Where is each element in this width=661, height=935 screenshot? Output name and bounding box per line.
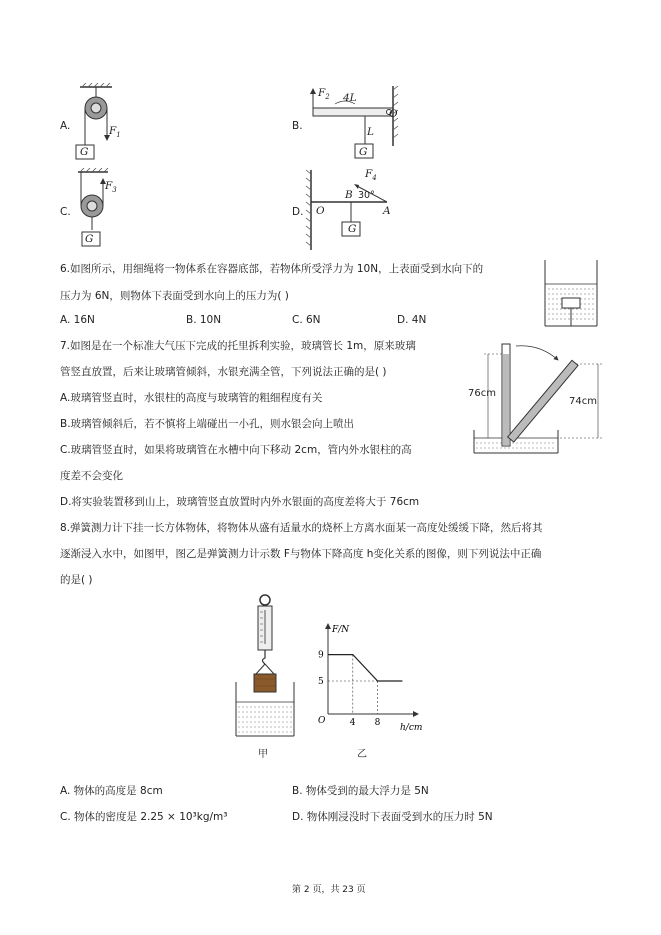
q8-line-2: 逐渐浸入水中，如图甲，图乙是弹簧测力计示数 F与物体下降高度 h变化关系的图像，则下列说法中正确 xyxy=(60,548,542,560)
figure-b-weight-label: G xyxy=(359,146,368,158)
q6-option-b: B. 10N xyxy=(186,314,222,326)
q8-line-3: 的是( ) xyxy=(60,574,93,586)
q8-line-1: 8.弹簧测力计下挂一长方体物体，将物体从盛有适量水的烧杯上方离水面某一高度处缓缓下降，然后将其 xyxy=(60,522,543,534)
q8-option-b: B. 物体受到的最大浮力是 5N xyxy=(292,785,429,797)
q6-option-c: C. 6N xyxy=(292,314,321,326)
figure-b-force-label: $F_2$ xyxy=(318,87,330,102)
q8-caption-yi: 乙 xyxy=(357,749,367,760)
option-d-letter: D. xyxy=(292,206,304,218)
figure-d-point-b: B xyxy=(345,189,353,201)
figure-d-pivot: O xyxy=(316,205,325,217)
q7-option-d: D.将实验装置移到山上，玻璃管竖直放置时内外水银面的高度差将大于 76cm xyxy=(60,496,420,508)
page-footer: 第 2 页，共 23 页 xyxy=(292,885,366,895)
q8-option-a: A. 物体的高度是 8cm xyxy=(60,785,163,797)
q7-option-a: A.玻璃管竖直时，水银柱的高度与玻璃管的粗细程度有关 xyxy=(60,392,323,404)
q8-figure-jia xyxy=(232,590,302,738)
q6-option-d: D. 4N xyxy=(397,314,427,326)
q6-container-figure xyxy=(540,258,602,330)
figure-c-force-label: $F_3$ xyxy=(105,180,117,195)
figure-d-weight-label: G xyxy=(348,223,357,235)
q8-option-c: C. 物体的密度是 2.25 × 10³kg/m³ xyxy=(60,811,228,823)
figure-d-point-a: A xyxy=(383,205,391,217)
q7-label-76cm: 76cm xyxy=(468,388,496,399)
q6-line-1: 6.如图所示，用细绳将一物体系在容器底部，若物体所受浮力为 10N，上表面受到水向下的 xyxy=(60,263,484,275)
q7-line-1: 7.如图是在一个标准大气压下完成的托里拆利实验，玻璃管长 1m，原来玻璃 xyxy=(60,340,416,352)
q7-option-b: B.玻璃管倾斜后，若不慎将上端碰出一小孔，则水银会向上喷出 xyxy=(60,418,355,430)
chart-y-tick-1: 9 xyxy=(318,650,324,661)
q7-option-c-2: 度差不会变化 xyxy=(60,470,123,482)
q8-caption-jia: 甲 xyxy=(258,749,268,760)
figure-a-force-label: $F_1$ xyxy=(109,125,121,140)
q8-option-d: D. 物体刚浸没时下表面受到水的压力时 5N xyxy=(292,811,493,823)
chart-x-tick-0: 4 xyxy=(349,718,356,728)
figure-c-pulley xyxy=(72,168,132,252)
option-a-letter: A. xyxy=(60,120,71,132)
q8-chart-yi xyxy=(312,618,430,738)
chart-origin: O xyxy=(318,716,326,726)
chart-y-tick-0: 5 xyxy=(318,677,324,687)
chart-series-line xyxy=(328,655,402,681)
q7-option-c-1: C.玻璃管竖直时，如果将玻璃管在水槽中向下移动 2cm，管内外水银柱的高 xyxy=(60,444,412,456)
chart-x-label: h/cm xyxy=(400,723,423,733)
option-c-letter: C. xyxy=(60,206,71,218)
q6-option-a: A. 16N xyxy=(60,314,95,326)
figure-b-short-arm: L xyxy=(367,126,374,138)
q6-line-2: 压力为 6N，则物体下表面受到水向上的压力为( ) xyxy=(60,290,289,302)
figure-a-weight-label: G xyxy=(80,146,89,158)
figure-d-angle: 30° xyxy=(358,190,375,201)
figure-d-force-label: $F_4$ xyxy=(365,168,377,183)
figure-b-long-arm: 4L xyxy=(343,92,357,104)
figure-c-weight-label: G xyxy=(85,233,94,245)
option-b-letter: B. xyxy=(292,120,303,132)
chart-x-tick-1: 8 xyxy=(374,718,381,728)
chart-y-label: F/N xyxy=(332,625,350,635)
q7-line-2: 管竖直放置，后来让玻璃管倾斜，水银充满全管，下列说法正确的是( ) xyxy=(60,366,387,378)
figure-b-pivot: O xyxy=(389,108,398,120)
q7-label-74cm: 74cm xyxy=(569,396,597,407)
